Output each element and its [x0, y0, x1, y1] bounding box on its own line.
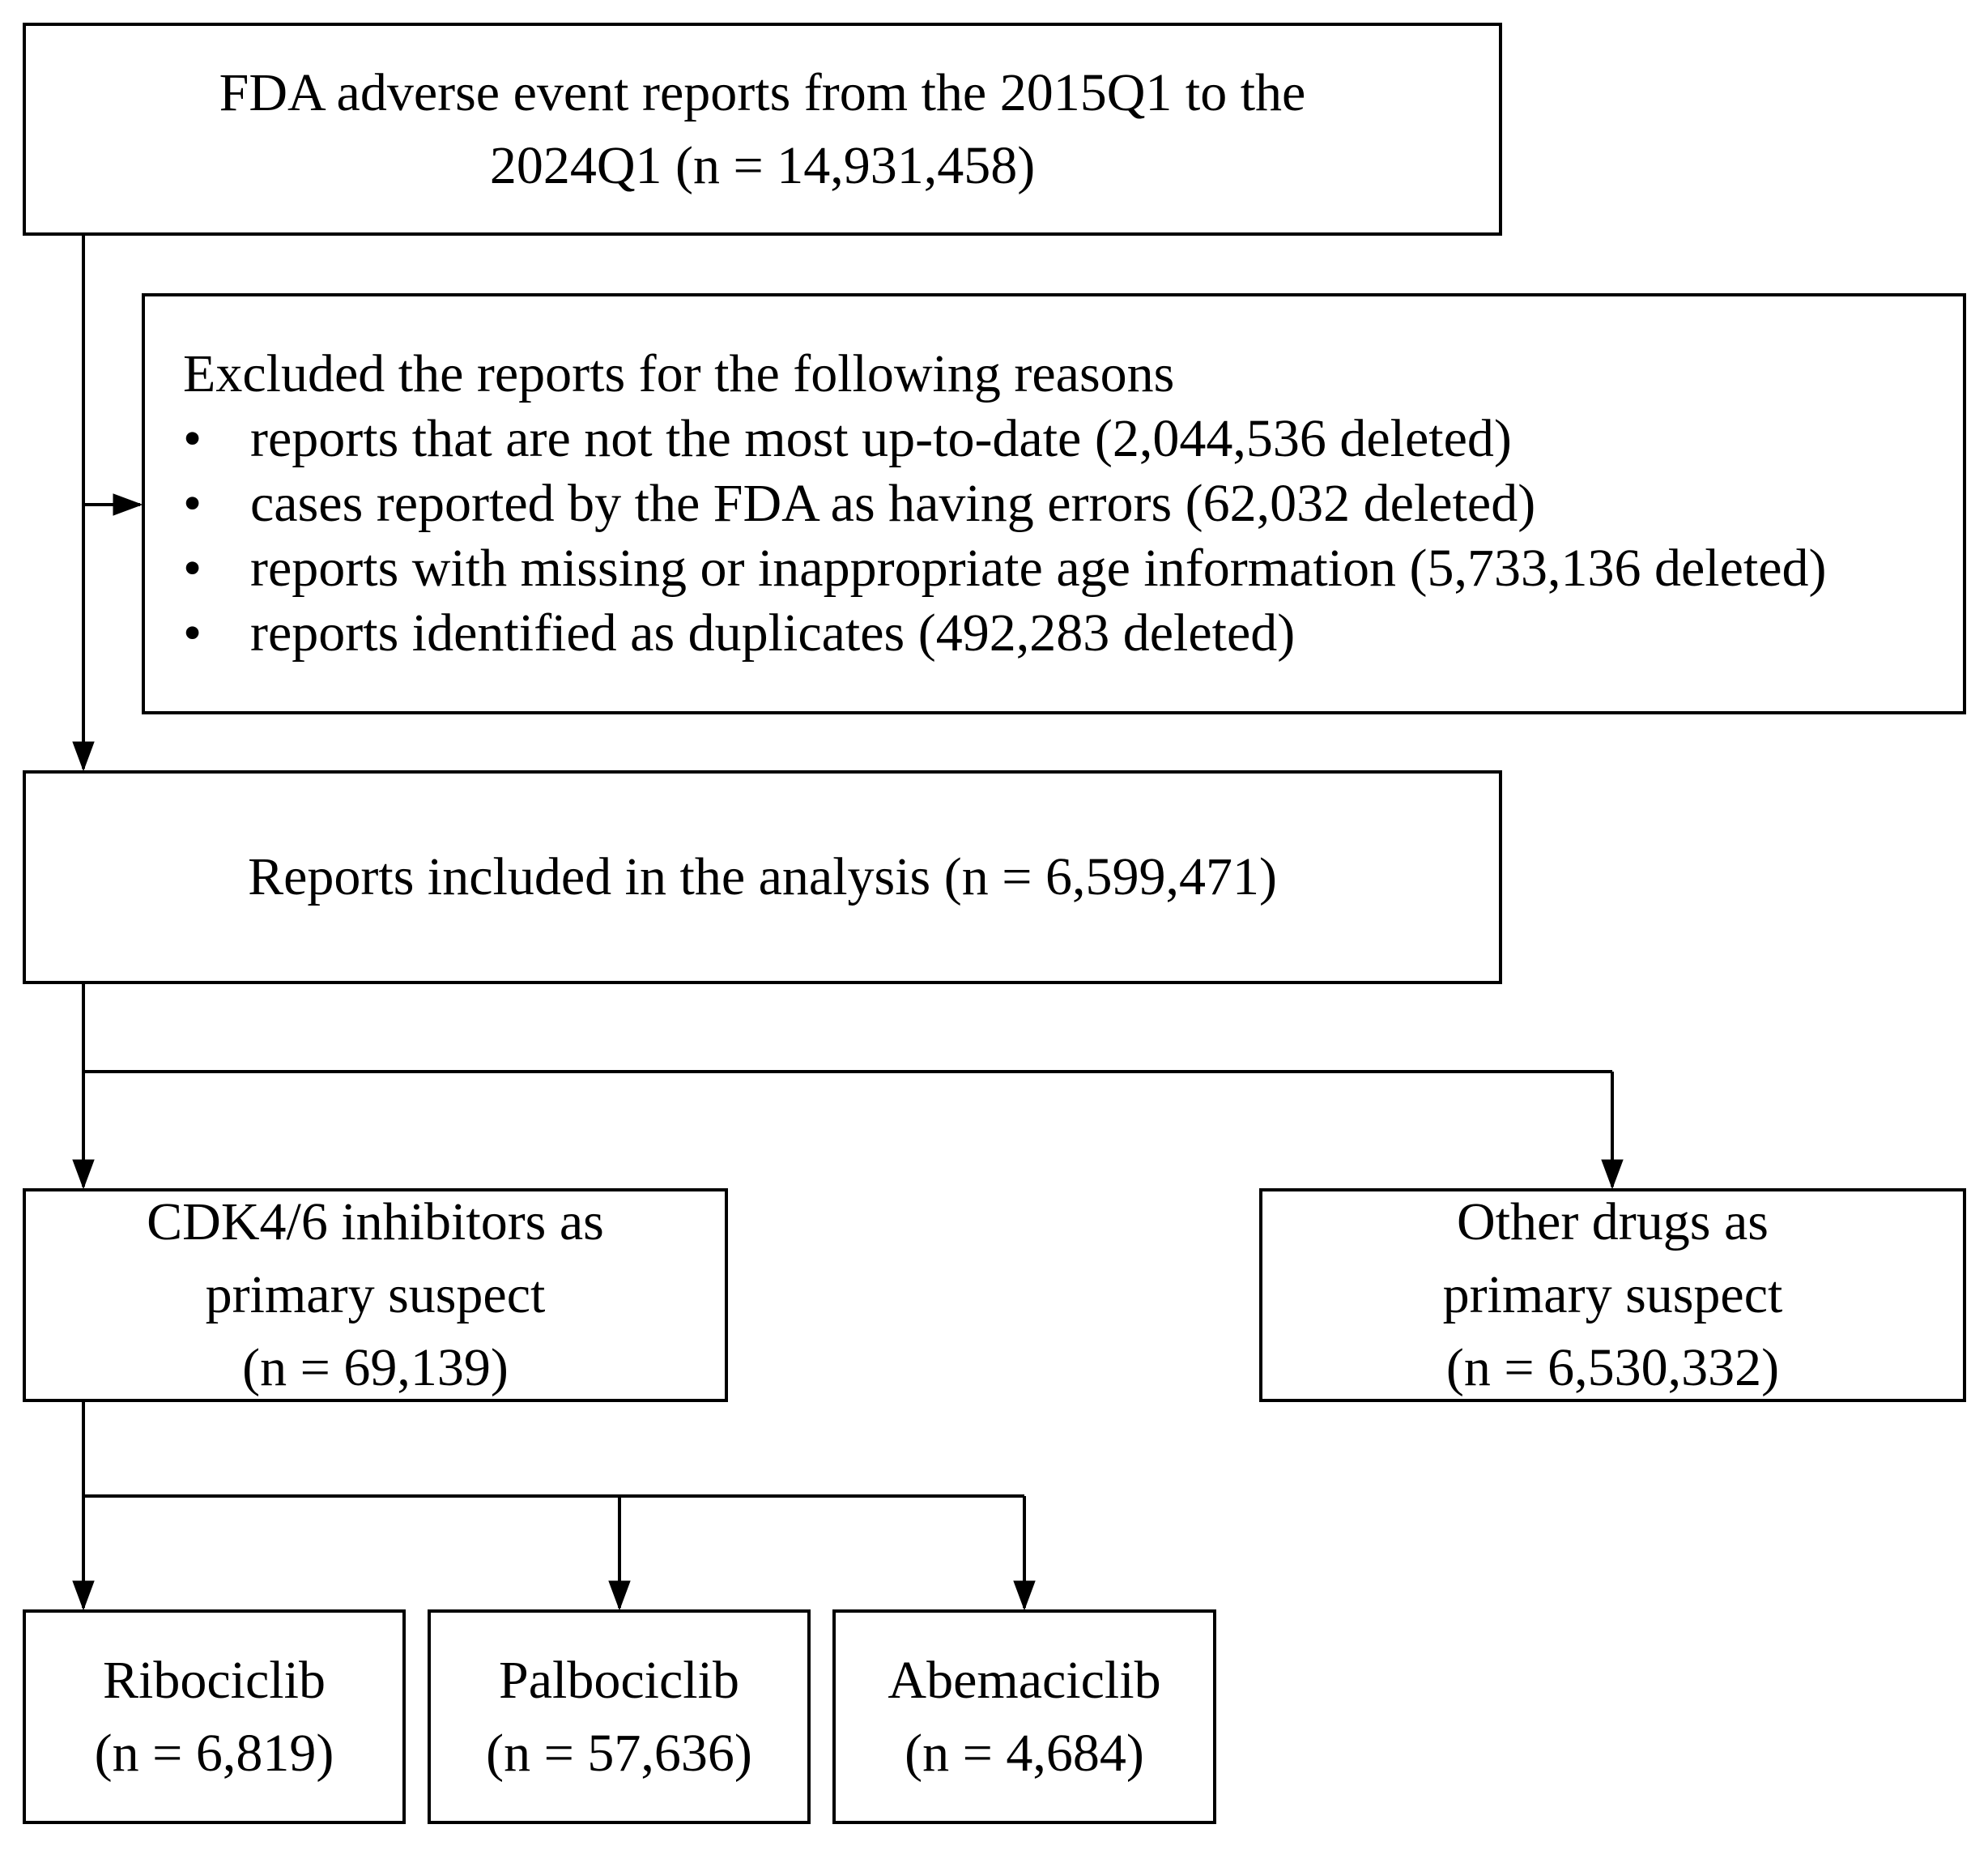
exclusion-list — [183, 407, 1827, 666]
arrowhead-ribociclib — [73, 1581, 94, 1609]
cdk-inhibitors-line1: CDK4/6 inhibitors as — [147, 1192, 604, 1251]
palbociclib-name: Palbociclib — [499, 1650, 739, 1710]
arrowhead-abemaciclib — [1014, 1581, 1035, 1609]
included-reports-box — [23, 770, 1502, 984]
abemaciclib-name: Abemaciclib — [888, 1650, 1161, 1710]
bullet-icon: • — [183, 474, 202, 533]
bullet-icon: • — [183, 539, 202, 598]
arrowhead-cdk — [73, 1160, 94, 1188]
exclusion-item-errors — [183, 471, 1827, 536]
source-reports-line2: 2024Q1 (n = 14,931,458) — [489, 135, 1036, 195]
exclusion-item-age — [183, 536, 1827, 601]
abemaciclib-box — [832, 1609, 1216, 1824]
source-reports-line1: FDA adverse event reports from the 2015Q1 to the — [219, 62, 1306, 122]
abemaciclib-count: (n = 4,684) — [905, 1723, 1144, 1783]
other-drugs-box — [1259, 1188, 1966, 1402]
arrowhead-other — [1602, 1160, 1623, 1188]
exclusion-item-text: reports identified as duplicates (492,283 deleted) — [250, 603, 1296, 663]
cdk-inhibitors-box — [23, 1188, 728, 1402]
arrowhead-included — [73, 742, 94, 770]
cdk-inhibitors-count: (n = 69,139) — [242, 1338, 509, 1397]
exclusion-heading: Excluded the reports for the following reasons — [183, 344, 1175, 403]
bullet-icon: • — [183, 409, 202, 468]
exclusion-item-text: reports that are not the most up-to-date (2,044,536 deleted) — [250, 409, 1512, 468]
palbociclib-count: (n = 57,636) — [486, 1723, 752, 1783]
cdk-inhibitors-line2: primary suspect — [205, 1265, 546, 1324]
palbociclib-box — [428, 1609, 811, 1824]
arrowhead-exclusion — [113, 494, 142, 515]
bullet-icon: • — [183, 603, 202, 663]
exclusion-item-text: reports with missing or inappropriate age information (5,733,136 deleted) — [250, 539, 1827, 598]
ribociclib-count: (n = 6,819) — [94, 1723, 334, 1783]
ribociclib-name: Ribociclib — [103, 1650, 326, 1710]
exclusion-item-outdated — [183, 407, 1827, 471]
other-drugs-line1: Other drugs as — [1457, 1192, 1769, 1251]
ribociclib-box — [23, 1609, 406, 1824]
source-reports-box — [23, 23, 1502, 236]
exclusion-item-duplicates — [183, 601, 1827, 666]
exclusion-item-text: cases reported by the FDA as having errors (62,032 deleted) — [250, 474, 1536, 533]
exclusion-box — [142, 293, 1966, 714]
other-drugs-count: (n = 6,530,332) — [1445, 1338, 1780, 1397]
included-reports-text: Reports included in the analysis (n = 6,599,471) — [248, 847, 1277, 906]
other-drugs-line2: primary suspect — [1442, 1265, 1783, 1324]
arrowhead-palbociclib — [609, 1581, 630, 1609]
